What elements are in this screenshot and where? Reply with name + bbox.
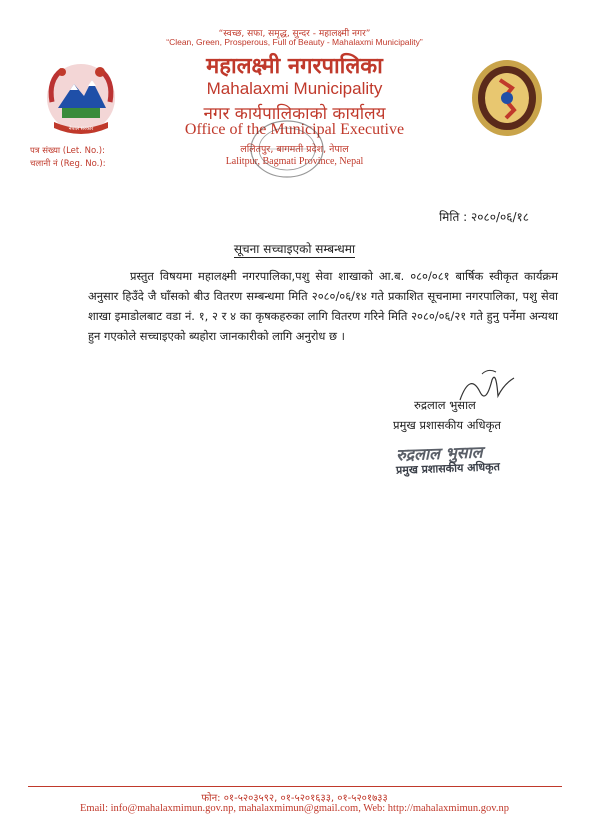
registration-number-label: चलानी नं (Reg. No.): (30, 159, 106, 169)
signatory-name: रुद्रलाल भुसाल (414, 398, 476, 412)
emblem-caption: नेपाल सरकार (68, 126, 94, 132)
office-name-nepali: नगर कार्यपालिकाको कार्यालय (203, 104, 386, 124)
address-english: Lalitpur, Bagmati Province, Nepal (225, 156, 364, 167)
municipality-name-english: Mahalaxmi Municipality (206, 79, 383, 98)
slogan-english: “Clean, Green, Prosperous, Full of Beauty - Mahalaxmi Municipality” (166, 37, 423, 47)
letter-body: प्रस्तुत विषयमा महालक्ष्मी नगरपालिका,पशु सेवा शाखाको आ.ब. ०८०/०८१ बार्षिक स्वीकृत कार्यक्रम अनुसार हिउँदे जै घाँसको बीउ वितरण सम्बन्धमा मिति २०८०/०६/१४ गते प्रकाशित सूचनामा नगरपालिका, पशु सेवा शाखा इमाडोलबाट वडा नं. १, २ र ४ का कृषकहरुका लागि वितरण गरिने मिति २०८०/०६/२१ गते हुनु पर्नेमा अन्यथा हुन गएकोले सच्चाइएको ब्यहोरा जानकारीको लागि अनुरोध छ । (88, 269, 558, 343)
footer-contact: Email: info@mahalaxmimun.gov.np, mahalaxmimun@gmail.com, Web: http://mahalaxmimun.gov.np (80, 803, 509, 814)
letter-number-label: पत्र संख्या (Let. No.): (30, 146, 105, 156)
signatory-title: प्रमुख प्रशासकीय अधिकृत (393, 418, 501, 432)
letter-date: मिति : २०८०/०६/१८ (439, 210, 529, 224)
subject-text: सूचना सच्चाइएको सम्बन्धमा (233, 242, 356, 256)
office-seal-icon (248, 118, 326, 180)
address-nepali: ललितपुर, बागमती प्रदेश, नेपाल (240, 144, 349, 155)
footer-phone: फोन: ०१-५२०३५९२, ०१-५२०१६३३, ०१-५२०१७३३ (201, 793, 388, 804)
footer-divider (28, 786, 562, 787)
municipality-name-nepali: महालक्ष्मी नगरपालिका (206, 54, 383, 79)
office-name-english: Office of the Municipal Executive (184, 121, 405, 138)
letter-subject (0, 240, 589, 257)
slogan-nepali: “स्वच्छ, सफा, समृद्ध, सुन्दर - महालक्ष्मी नगर” (218, 29, 371, 39)
name-stamp: रुद्रलाल भुसाल (395, 442, 483, 465)
title-stamp: प्रमुख प्रशासकीय अधिकृत (395, 460, 501, 477)
